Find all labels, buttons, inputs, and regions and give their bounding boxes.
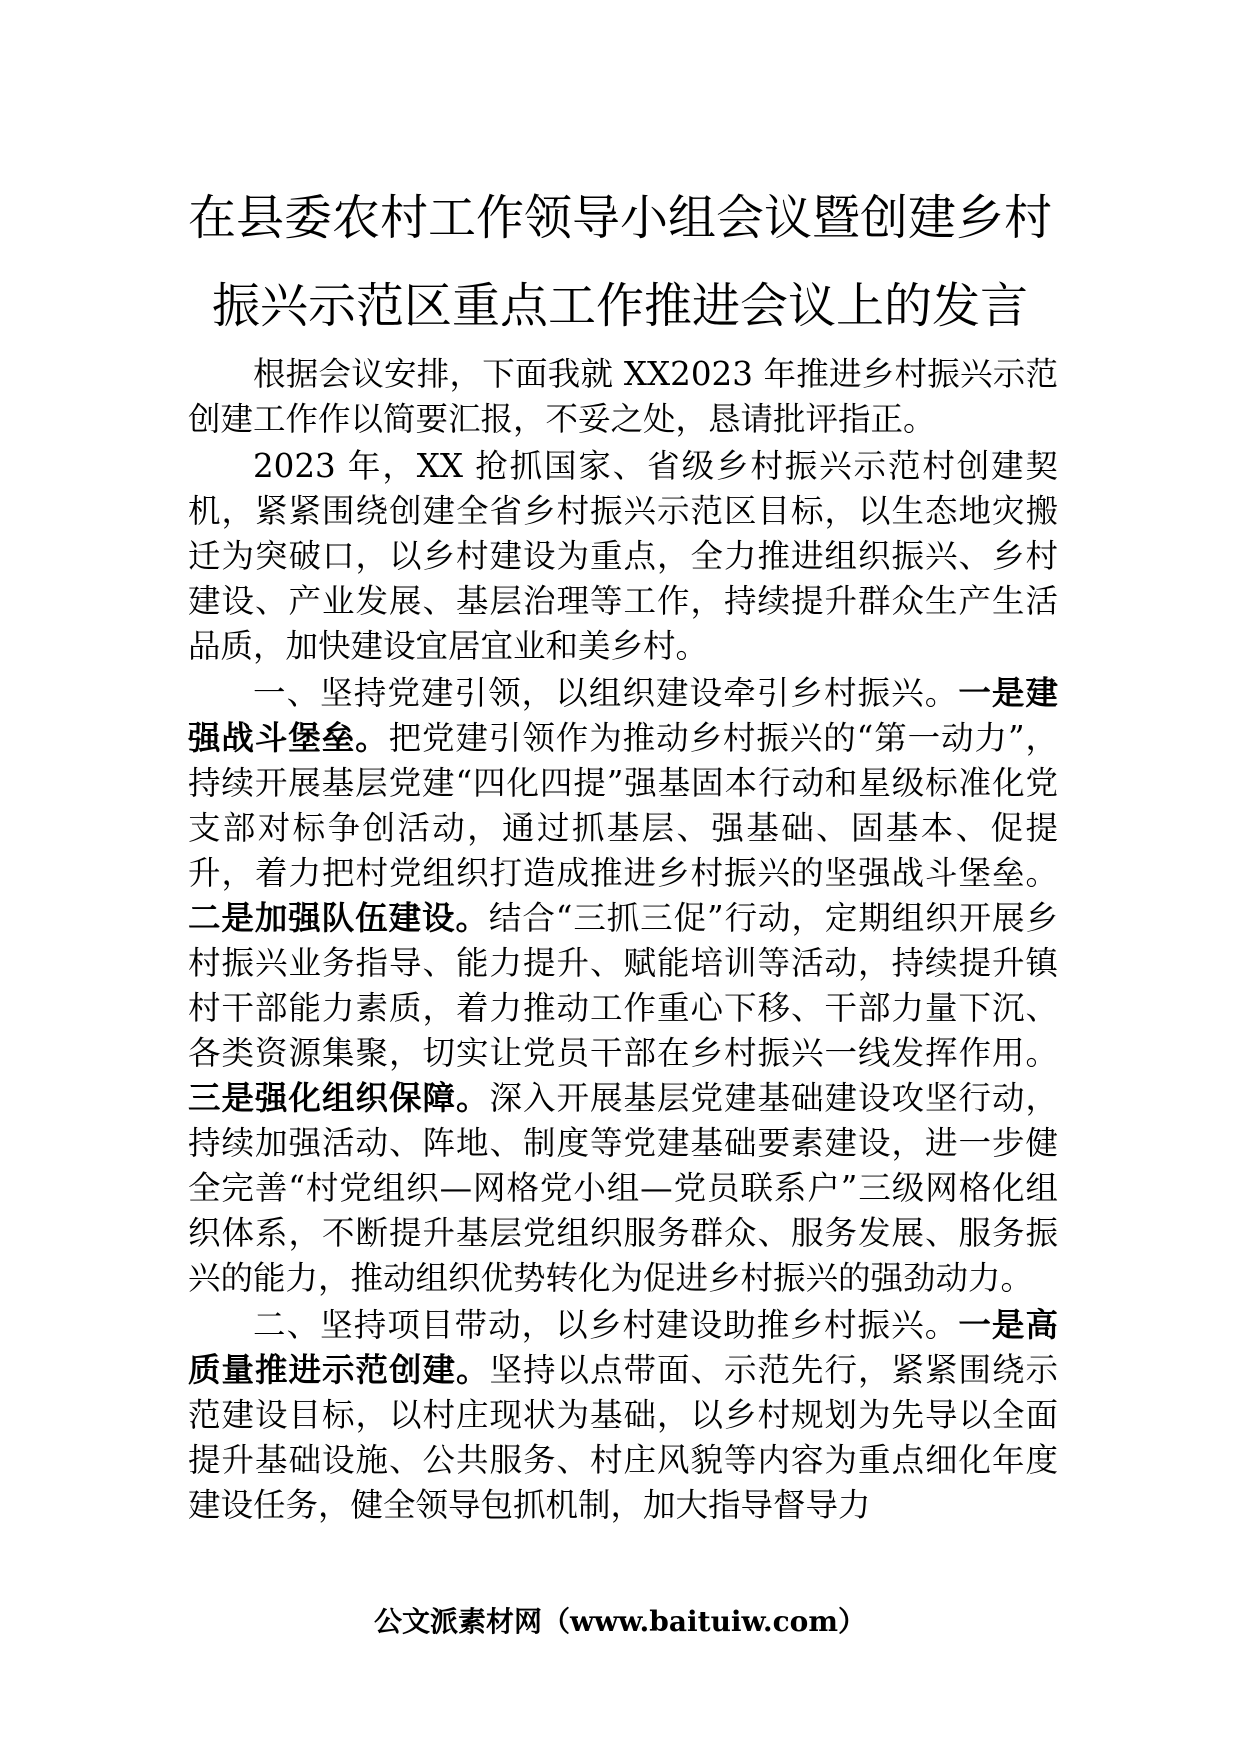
body-paragraph (188, 352, 1058, 442)
document-title-line-2: 振兴示范区重点工作推进会议上的发言 (211, 278, 1028, 334)
bold-heading-run: 一是建强战斗堡垒。 (188, 674, 1058, 757)
body-paragraph (188, 444, 1058, 669)
text-run: 根据会议安排，下面我就 XX2023 年推进乡村振兴示范创建工作作以简要汇报，不妥之处，恳请批评指正。 (188, 355, 1058, 438)
text-run: 一、坚持党建引领，以组织建设牵引乡村振兴。 (253, 674, 959, 712)
bold-heading-run: 一是高质量推进示范创建。 (188, 1306, 1058, 1389)
text-run: 坚持以点带面、示范先行，紧紧围绕示范建设目标，以村庄现状为基础，以乡村规划为先导以全面提升基础设施、公共服务、村庄风貌等内容为重点细化年度建设任务，健全领导包抓机制，加大指导督导力 (188, 1351, 1058, 1524)
text-run: 二、坚持项目带动，以乡村建设助推乡村振兴。 (253, 1306, 959, 1344)
footer-watermark: 公文派素材网（www.baituiw.com） (374, 1605, 866, 1638)
bold-heading-run: 三是强化组织保障。 (188, 1079, 490, 1117)
body-paragraph (188, 1303, 1058, 1528)
text-run: 结合“三抓三促”行动，定期组织开展乡村振兴业务指导、能力提升、赋能培训等活动，持续提升镇村干部能力素质，着力推动工作重心下移、干部力量下沉、各类资源集聚，切实让党员干部在乡村振兴一线发挥作用。 (188, 899, 1058, 1072)
document-body (188, 352, 1058, 1530)
bold-heading-run: 二是加强队伍建设。 (188, 899, 489, 937)
body-paragraph (188, 671, 1058, 1301)
document-title-line-1: 在县委农村工作领导小组会议暨创建乡村 (187, 190, 1052, 246)
text-run: 深入开展基层党建基础建设攻坚行动，持续加强活动、阵地、制度等党建基础要素建设，进一步健全完善“村党组织—网格党小组—党员联系户”三级网格化组织体系，不断提升基层党组织服务群众、服务发展、服务振兴的能力，推动组织优势转化为促进乡村振兴的强劲动力。 (188, 1079, 1058, 1297)
text-run: 把党建引领作为推动乡村振兴的“第一动力”，持续开展基层党建“四化四提”强基固本行动和星级标准化党支部对标争创活动，通过抓基层、强基础、固基本、促提升，着力把村党组织打造成推进乡村振兴的坚强战斗堡垒。 (188, 719, 1058, 892)
text-run: 2023 年，XX 抢抓国家、省级乡村振兴示范村创建契机，紧紧围绕创建全省乡村振兴示范区目标，以生态地灾搬迁为突破口，以乡村建设为重点，全力推进组织振兴、乡村建设、产业发展、基层治理等工作，持续提升群众生产生活品质，加快建设宜居宜业和美乡村。 (188, 447, 1058, 665)
